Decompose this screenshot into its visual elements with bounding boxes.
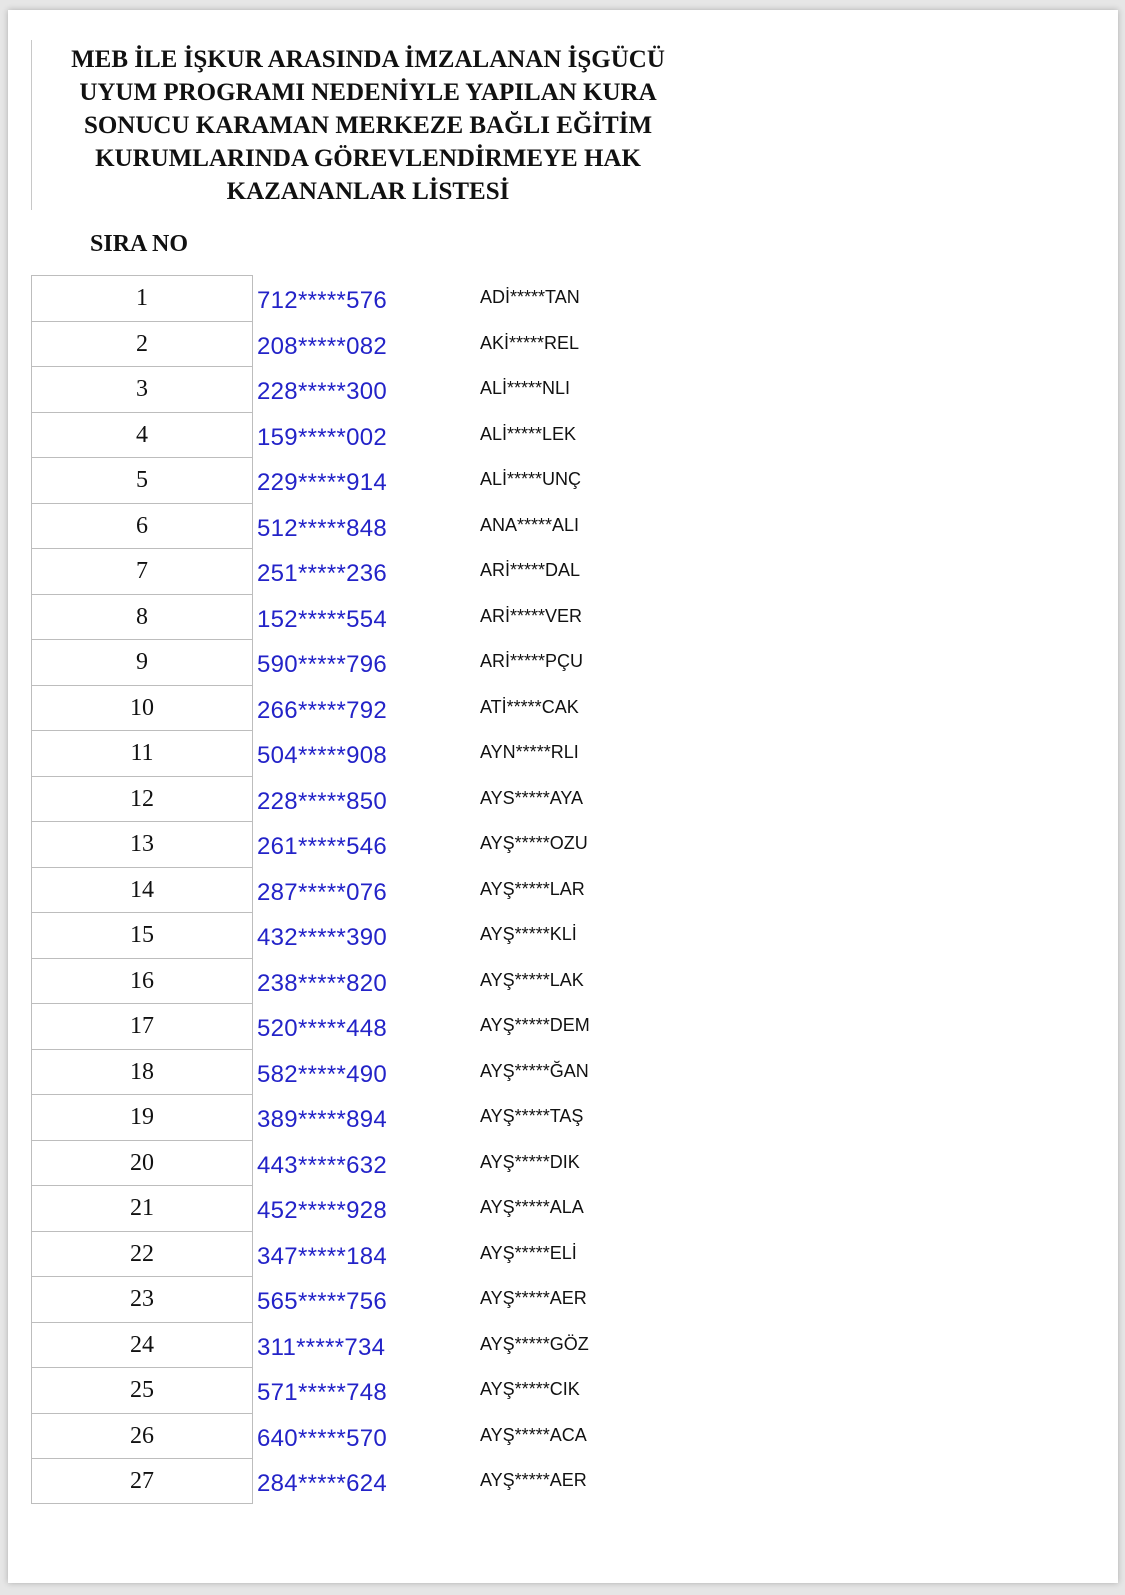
table-row [31, 1322, 731, 1368]
title-line: KAZANANLAR LİSTESİ [226, 178, 510, 205]
table-row [31, 1003, 731, 1049]
sira-no-cell: 13 [31, 821, 253, 867]
masked-id-number: 389*****894 [257, 1106, 388, 1133]
table-row [31, 1185, 731, 1231]
table-row [31, 366, 731, 412]
title-margin-rule [31, 40, 32, 210]
table-row [31, 1413, 731, 1459]
sira-no-cell: 6 [31, 503, 253, 549]
masked-name: AYN*****RLI [480, 742, 579, 762]
masked-name: AYŞ*****ĞAN [480, 1060, 589, 1081]
sira-no-cell: 17 [31, 1003, 253, 1049]
sira-no-cell: 22 [31, 1231, 253, 1277]
sira-no-cell: 27 [31, 1458, 253, 1504]
sira-no-cell: 1 [31, 275, 253, 321]
masked-id-number: 512*****848 [257, 514, 388, 542]
masked-id-number: 571*****748 [257, 1379, 388, 1406]
document-title [48, 43, 688, 208]
sira-no-cell: 14 [31, 867, 253, 913]
masked-id-number: 347*****184 [257, 1242, 388, 1270]
masked-name: AYŞ*****AER [480, 1470, 587, 1490]
table-row [31, 639, 731, 685]
masked-id-number: 582*****490 [257, 1060, 388, 1088]
masked-id-number: 640*****570 [257, 1424, 388, 1452]
sira-no-cell: 24 [31, 1322, 253, 1368]
masked-name: AYS*****AYA [480, 787, 584, 808]
table-row [31, 412, 731, 458]
masked-name: AYŞ*****AER [480, 1288, 587, 1308]
masked-id-number: 251*****236 [257, 560, 388, 587]
masked-name: ADİ*****TAN [480, 287, 580, 307]
masked-name: ARİ*****PÇU [480, 651, 584, 671]
masked-id-number: 504*****908 [257, 742, 388, 769]
masked-name: AYŞ*****DIK [480, 1151, 580, 1172]
masked-id-number: 590*****796 [257, 651, 388, 678]
masked-id-number: 238*****820 [257, 969, 388, 997]
sira-no-cell: 4 [31, 412, 253, 458]
table-row [31, 1458, 731, 1504]
sira-no-cell: 11 [31, 730, 253, 776]
masked-name: AYŞ*****LAR [480, 878, 585, 899]
masked-name: ALİ*****UNÇ [480, 469, 582, 489]
masked-id-number: 229*****914 [257, 469, 388, 496]
masked-name: ATİ*****CAK [480, 696, 579, 717]
sira-no-cell: 16 [31, 958, 253, 1004]
table-row [31, 685, 731, 731]
masked-name: AKİ*****REL [480, 332, 580, 353]
masked-name: ALİ*****NLI [480, 378, 571, 398]
results-table [31, 275, 731, 1504]
table-row [31, 321, 731, 367]
sira-no-cell: 26 [31, 1413, 253, 1459]
title-line: KURUMLARINDA GÖREVLENDİRMEYE HAK [95, 145, 641, 172]
sira-no-cell: 5 [31, 457, 253, 503]
masked-id-number: 228*****850 [257, 787, 388, 815]
table-row [31, 867, 731, 913]
sira-no-cell: 15 [31, 912, 253, 958]
sira-no-cell: 7 [31, 548, 253, 594]
sira-no-cell: 19 [31, 1094, 253, 1140]
sira-no-cell: 2 [31, 321, 253, 367]
masked-name: ALİ*****LEK [480, 423, 577, 444]
table-row [31, 958, 731, 1004]
sira-no-cell: 18 [31, 1049, 253, 1095]
masked-id-number: 152*****554 [257, 605, 388, 633]
masked-name: AYŞ*****LAK [480, 969, 584, 990]
masked-id-number: 228*****300 [257, 378, 388, 405]
masked-name: AYŞ*****KLİ [480, 924, 577, 944]
title-line: SONUCU KARAMAN MERKEZE BAĞLI EĞİTİM [83, 112, 653, 139]
table-row [31, 1367, 731, 1413]
sira-no-cell: 23 [31, 1276, 253, 1322]
table-row [31, 1276, 731, 1322]
sira-no-cell: 25 [31, 1367, 253, 1413]
table-row [31, 1049, 731, 1095]
masked-name: AYŞ*****GÖZ [480, 1333, 589, 1354]
table-row [31, 776, 731, 822]
masked-name: ARİ*****DAL [480, 560, 581, 580]
masked-id-number: 452*****928 [257, 1197, 388, 1224]
sira-no-cell: 3 [31, 366, 253, 412]
sira-no-header: SIRA NO [90, 231, 189, 257]
sira-no-cell: 21 [31, 1185, 253, 1231]
table-row [31, 1140, 731, 1186]
masked-id-number: 266*****792 [257, 696, 388, 724]
sira-no-cell: 8 [31, 594, 253, 640]
masked-name: AYŞ*****ALA [480, 1197, 584, 1217]
sira-no-cell: 12 [31, 776, 253, 822]
sira-no-cell: 20 [31, 1140, 253, 1186]
table-row [31, 503, 731, 549]
masked-id-number: 311*****734 [257, 1333, 386, 1361]
masked-id-number: 443*****632 [257, 1151, 388, 1179]
sira-no-cell: 10 [31, 685, 253, 731]
document-page [8, 10, 1118, 1583]
masked-id-number: 432*****390 [257, 924, 388, 951]
title-line: MEB İLE İŞKUR ARASINDA İMZALANAN İŞGÜCÜ [71, 46, 665, 73]
table-row [31, 457, 731, 503]
table-row [31, 548, 731, 594]
masked-id-number: 712*****576 [257, 287, 388, 314]
title-line: UYUM PROGRAMI NEDENİYLE YAPILAN KURA [79, 79, 657, 106]
table-row [31, 275, 731, 321]
masked-name: AYŞ*****ACA [480, 1424, 587, 1445]
table-row [31, 594, 731, 640]
table-row [31, 912, 731, 958]
masked-name: ANA*****ALI [480, 514, 580, 535]
masked-id-number: 208*****082 [257, 332, 388, 360]
table-row [31, 1094, 731, 1140]
masked-name: AYŞ*****CIK [480, 1379, 580, 1399]
table-row [31, 821, 731, 867]
masked-id-number: 261*****546 [257, 833, 388, 860]
masked-id-number: 520*****448 [257, 1015, 388, 1042]
masked-name: AYŞ*****OZU [480, 833, 588, 853]
masked-name: AYŞ*****TAŞ [480, 1106, 584, 1126]
masked-name: ARİ*****VER [480, 605, 583, 626]
masked-id-number: 565*****756 [257, 1288, 388, 1315]
masked-name: AYŞ*****DEM [480, 1015, 590, 1035]
masked-name: AYŞ*****ELİ [480, 1242, 577, 1263]
masked-id-number: 284*****624 [257, 1470, 388, 1497]
masked-id-number: 287*****076 [257, 878, 388, 906]
table-row [31, 730, 731, 776]
masked-id-number: 159*****002 [257, 423, 388, 451]
table-row [31, 1231, 731, 1277]
sira-no-cell: 9 [31, 639, 253, 685]
